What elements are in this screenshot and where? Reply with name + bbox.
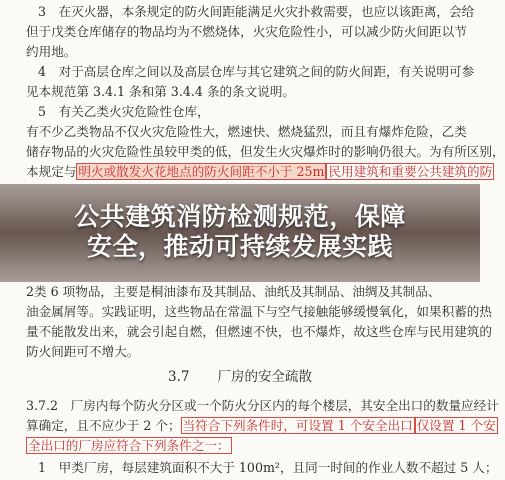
section-number: 3.7 (168, 369, 190, 385)
doc-line: 5 有关乙类火灾危险性仓库， (38, 104, 210, 119)
doc-line: 有不少乙类物品不仅火灾危险性大，燃速快、燃烧猛烈，而且有爆炸危险，乙类 (26, 124, 467, 139)
section-heading (0, 365, 480, 385)
doc-line: 4 对于高层仓库之间以及高层仓库与其它建筑之间的防火间距，有关说明可参 (38, 64, 475, 79)
doc-line-highlighted (26, 418, 498, 434)
doc-line: 见本规范第 3.4.1 条和第 3.4.4 条的条文说明。 (26, 84, 296, 99)
doc-line: 1 甲类厂房，每层建筑面积不大于 100m²，且同一时间的作业人数不超过 5 人； (38, 460, 498, 475)
doc-line: 2类 6 项物品，主要是桐油漆布及其制品、油纸及其制品、油绸及其制品、 (26, 284, 441, 299)
doc-line: 3.7.2 厂房内每个防火分区或一个防火分区内的每个楼层，其安全出口的数量应经计 (26, 398, 499, 413)
headline-line-1: 公共建筑消防检测规范，保障 (74, 202, 406, 231)
doc-line: 但于戊类仓库储存的物品均为不燃烧体，火灾危险性小，可以减少防火间距以节 (26, 24, 467, 39)
doc-line-highlighted (26, 164, 494, 180)
highlight-box: 全出口的厂房应符合下列条件之一： (28, 438, 230, 453)
highlight-box: 明火或散发火花地点的防火间距不小于 25m (78, 164, 325, 179)
section-title: 厂房的安全疏散 (217, 369, 312, 385)
doc-text: 算确定，且不应少于 2 个； (26, 418, 181, 433)
doc-line: 约用地。 (26, 44, 77, 59)
doc-line: 3 在灭火器，本条规定的防火间距能满足火灾扑救需要，也应以该距离，会给 (38, 4, 475, 19)
doc-line: 储存物品的火灾危险性虽较甲类的低，但发生火灾爆炸时的影响仍很大。为有所区别， (26, 144, 505, 159)
doc-text: 本规定与 (26, 164, 77, 179)
doc-line-highlighted (26, 438, 232, 454)
highlight-box: 仅设置 1 个安 (416, 418, 496, 433)
highlight-box: 民用建筑和重要公共建筑的防 (328, 164, 493, 179)
doc-line: 量不能散发出来，就会引起自燃，但燃速不快，也不爆炸，故这些仓库与民用建筑的 (26, 324, 492, 339)
doc-line: 油金属屑等。实践证明，这些物品在常温下与空气接触能够缓慢氧化，如果积蓄的热 (26, 304, 492, 319)
headline-line-2: 安全，推动可持续发展实践 (86, 232, 393, 261)
highlight-box: 当符合下列条件时，可设置 1 个安全出口 (182, 418, 413, 433)
doc-line: 防火间距可不增大。 (26, 344, 140, 359)
